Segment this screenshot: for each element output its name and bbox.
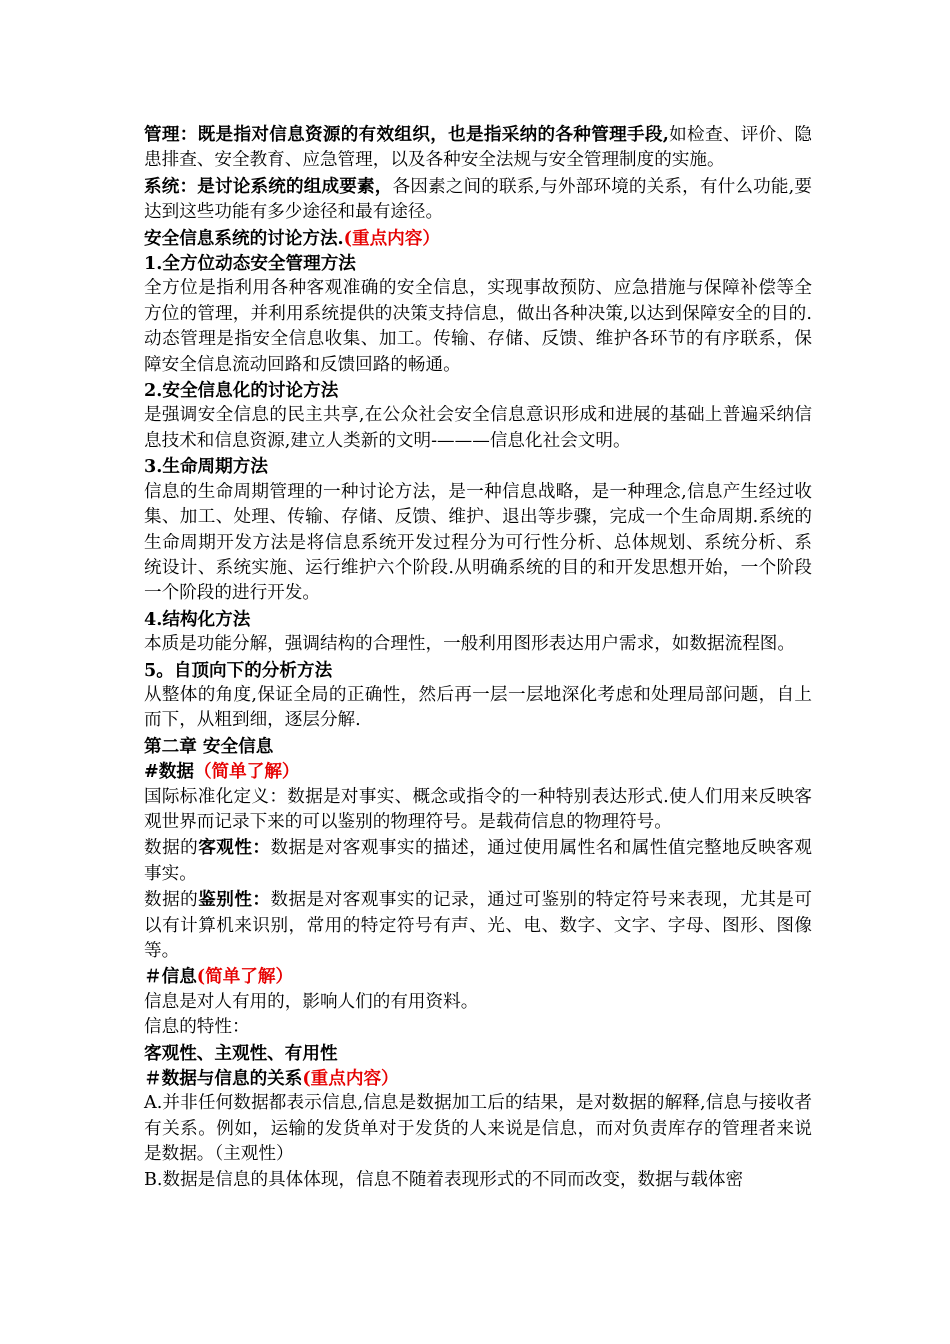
info-traits: 客观性、主观性、有用性 [144, 1042, 338, 1064]
relation-point-a: A.并非任何数据都表示信息,信息是数据加工后的结果，是对数据的解释,信息与接收者有关系。例如，运输的发货单对于发货的人来说是信息，而对负责库存的管理者来说是数据。（主观性） [144, 1093, 812, 1165]
relation-point-b: B.数据是信息的具体体现，信息不随着表现形式的不同而改变，数据与载体密 [144, 1169, 744, 1190]
system-text: 各因素之间的联系,与外部环境的关系，有什么功能,要达到这些功能有多少途径和最有途径。 [144, 176, 812, 223]
section-body-4: 本质是功能分解，强调结构的合理性，一般利用图形表达用户需求，如数据流程图。 [144, 634, 795, 655]
management-text: 如检查、评价、隐患排查、安全教育、应急管理，以及各种安全法规与安全管理制度的实施。 [144, 125, 812, 171]
management-term: 管理：既是指对信息资源的有效组织，也是指采纳的各种管理手段, [144, 124, 669, 145]
identifiability-prefix: 数据的 [144, 890, 199, 911]
section-heading-2: 2.安全信息化的讨论方法 [144, 380, 339, 402]
methods-heading [144, 226, 812, 251]
methods-heading-text: 安全信息系统的讨论方法. [144, 227, 344, 249]
section-heading-5: 5。自顶向下的分析方法 [144, 659, 333, 681]
system-term: 系统：是讨论系统的组成要素， [144, 175, 393, 197]
relation-heading [144, 1066, 812, 1091]
objectivity-text: 数据是对客观事实的描述，通过使用属性名和属性值完整地反映客观事实。 [144, 838, 812, 884]
section-heading-3: 3.生命周期方法 [144, 456, 268, 478]
data-heading-text: #数据 [144, 761, 194, 783]
data-identifiability [144, 887, 812, 964]
chapter-title: 第二章 安全信息 [144, 735, 274, 757]
data-definition: 国际标准化定义：数据是对事实、概念或指令的一种特别表达形式.使人们用来反映客观世界而记录下来的可以鉴别的物理符号。是载荷信息的物理符号。 [144, 786, 812, 832]
info-heading-tag: (简单了解） [196, 966, 294, 988]
document-page [144, 122, 812, 1193]
data-heading-tag: （简单了解） [193, 761, 300, 783]
section-body-5: 从整体的角度,保证全局的正确性，然后再一层一层地深化考虑和处理局部问题，自上而下，从粗到细，逐层分解. [144, 684, 812, 731]
paragraph-management [144, 122, 812, 174]
identifiability-text: 数据是对客观事实的记录，通过可鉴别的特定符号来表现，尤其是可以有计算机来识别，常用的特定符号有声、光、电、数字、文字、字母、图形、图像等。 [144, 890, 812, 961]
data-objectivity [144, 835, 812, 887]
info-heading [144, 964, 812, 989]
relation-heading-text: ＃数据与信息的关系 [144, 1068, 303, 1090]
section-body-2: 是强调安全信息的民主共享,在公众社会安全信息意识形成和进展的基础上普遍采纳信息技术和信息资源,建立人类新的文明-———信息化社会文明。 [144, 405, 812, 451]
objectivity-term: 客观性： [198, 837, 271, 859]
methods-heading-tag: (重点内容） [343, 227, 440, 249]
section-body-1: 全方位是指利用各种客观准确的安全信息，实现事故预防、应急措施与保障补偿等全方位的管理，并利用系统提供的决策支持信息，做出各种决策,以达到保障安全的目的.动态管理是指安全信息收集、加工。传输、存储、反馈、维护各环节的有序联系，保障安全信息流动回路和反馈回路的畅通。 [144, 278, 812, 375]
data-heading [144, 759, 812, 784]
info-heading-text: ＃信息 [144, 966, 197, 988]
paragraph-system [144, 174, 812, 226]
objectivity-prefix: 数据的 [144, 838, 199, 859]
section-body-3: 信息的生命周期管理的一种讨论方法，是一种信息战略，是一种理念,信息产生经过收集、加工、处理、传输、存储、反馈、维护、退出等步骤，完成一个生命周期.系统的生命周期开发方法是将信息系统开发过程分为可行性分析、总体规划、系统分析、系统设计、系统实施、运行维护六个阶段.从明确系统的目的和开发思想开始，一个阶段一个阶段的进行开发。 [144, 481, 812, 604]
section-heading-4: 4.结构化方法 [144, 608, 251, 630]
identifiability-term: 鉴别性： [198, 889, 271, 911]
info-traits-label: 信息的特性： [144, 1017, 250, 1038]
relation-heading-tag: (重点内容） [302, 1068, 399, 1090]
info-definition: 信息是对人有用的，影响人们的有用资料。 [144, 991, 479, 1012]
section-heading-1: 1.全方位动态安全管理方法 [144, 253, 356, 275]
